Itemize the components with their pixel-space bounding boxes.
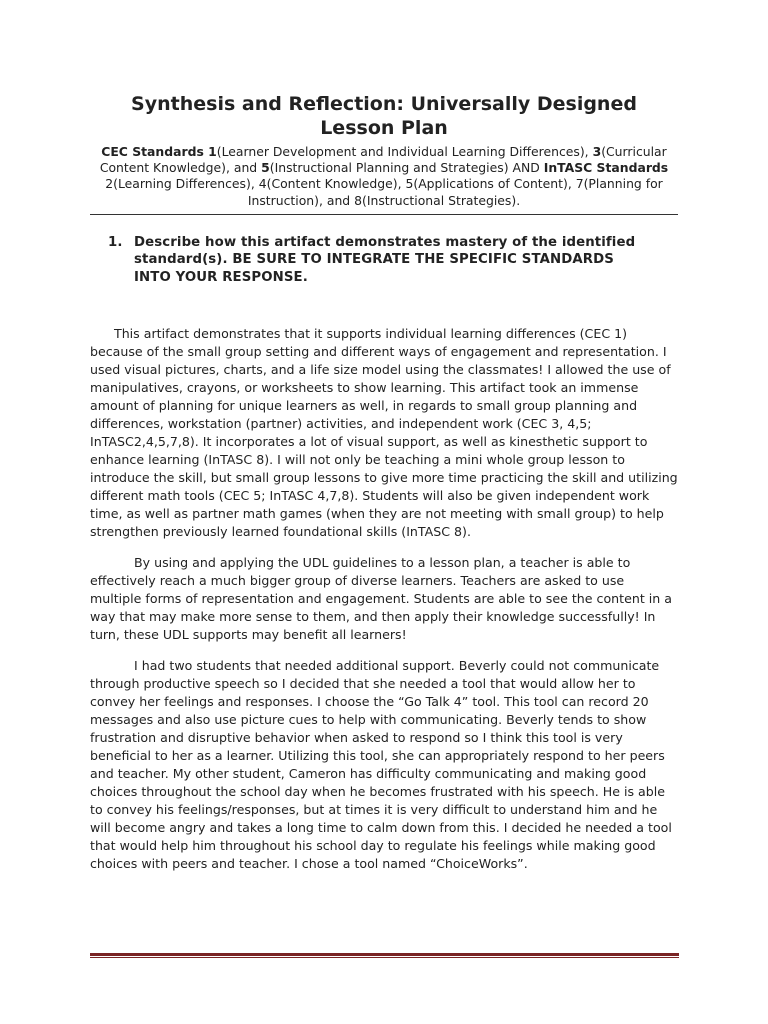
cec-5-description: (Instructional Planning and Strategies) AND (269, 160, 540, 176)
response-paragraph-2: By using and applying the UDL guidelines to a lesson plan, a teacher is able to effectively reach a much bigger group of diverse learners. Teachers are asked to use multiple forms of representation and engagement. Students are able to see the content in a way that may make more sense to them, and then apply their knowledge successfully! In turn, these UDL supports may benefit all learners! (90, 555, 672, 643)
cec-standards-label: CEC Standards 1 (101, 144, 217, 159)
cec-5-number: 5 (261, 160, 270, 176)
document-page (90, 92, 678, 873)
title-line-2: Lesson Plan (320, 117, 448, 139)
footer-divider-thin (90, 957, 679, 958)
standards-block (90, 144, 678, 209)
cec-3-number: 3 (592, 144, 602, 159)
cec-1-description: (Learner Development and Individual Learning Differences), (216, 144, 589, 159)
document-title (90, 92, 678, 140)
question-text: Describe how this artifact demonstrates mastery of the identified standard(s). BE SURE TO INTEGRATE THE SPECIFIC STANDARDS INTO YOUR RESPONSE. (134, 234, 636, 285)
question-number: 1. (108, 234, 123, 250)
intasc-standards-label: InTASC Standards (543, 160, 669, 176)
response-paragraph-1: This artifact demonstrates that it supports individual learning differences (CEC 1) because of the small group setting and different ways of engagement and representation. I used visual pictures, charts, and a life size model using the classmates! I allowed the use of manipulatives, crayons, or worksheets to show learning. This artifact took an immense amount of planning for unique learners as well, in regards to small group planning and differences, workstation (partner) activities, and independent work (CEC 3, 4,5; InTASC2,4,5,7,8). It incorporates a lot of visual support, as well as kinesthetic support to enhance learning (InTASC 8). I will not only be teaching a mini whole group lesson to introduce the skill, but small group lessons to give more time practicing the skill and utilizing different math tools (CEC 5; InTASC 4,7,8). Students will also be given independent work time, as well as partner math games (when they are not meeting with small group) to help strengthen previously learned foundational skills (InTASC 8). (90, 326, 678, 540)
cec-3-description: (Curricular Content Knowledge), and (99, 144, 667, 176)
title-line-1: Synthesis and Reflection: Universally Designed (131, 93, 637, 115)
footer-divider-thick (90, 953, 679, 956)
header-divider (90, 214, 678, 215)
question-item (108, 234, 678, 287)
intasc-description: 2(Learning Differences), 4(Content Knowledge), 5(Applications of Content), 7(Planning for Instruction), and 8(Instructional Strategies). (105, 176, 663, 208)
footer-divider (90, 953, 679, 958)
response-paragraph-3: I had two students that needed additional support. Beverly could not communicate through productive speech so I decided that she needed a tool that would allow her to convey her feelings and responses. I choose the “Go Talk 4” tool. This tool can record 20 messages and also use picture cues to help with communicating. Beverly tends to show frustration and disruptive behavior when asked to respond so I think this tool is very beneficial to her as a learner. Utilizing this tool, she can appropriately respond to her peers and teacher. My other student, Cameron has difficulty communicating and making good choices throughout the school day when he becomes frustrated with his speech. He is able to convey his feelings/responses, but at times it is very difficult to understand him and he will become angry and takes a long time to calm down from this. I decided he needed a tool that would help him throughout his school day to regulate his feelings while making good choices with peers and teacher. I chose a tool named “ChoiceWorks”. (90, 658, 672, 872)
